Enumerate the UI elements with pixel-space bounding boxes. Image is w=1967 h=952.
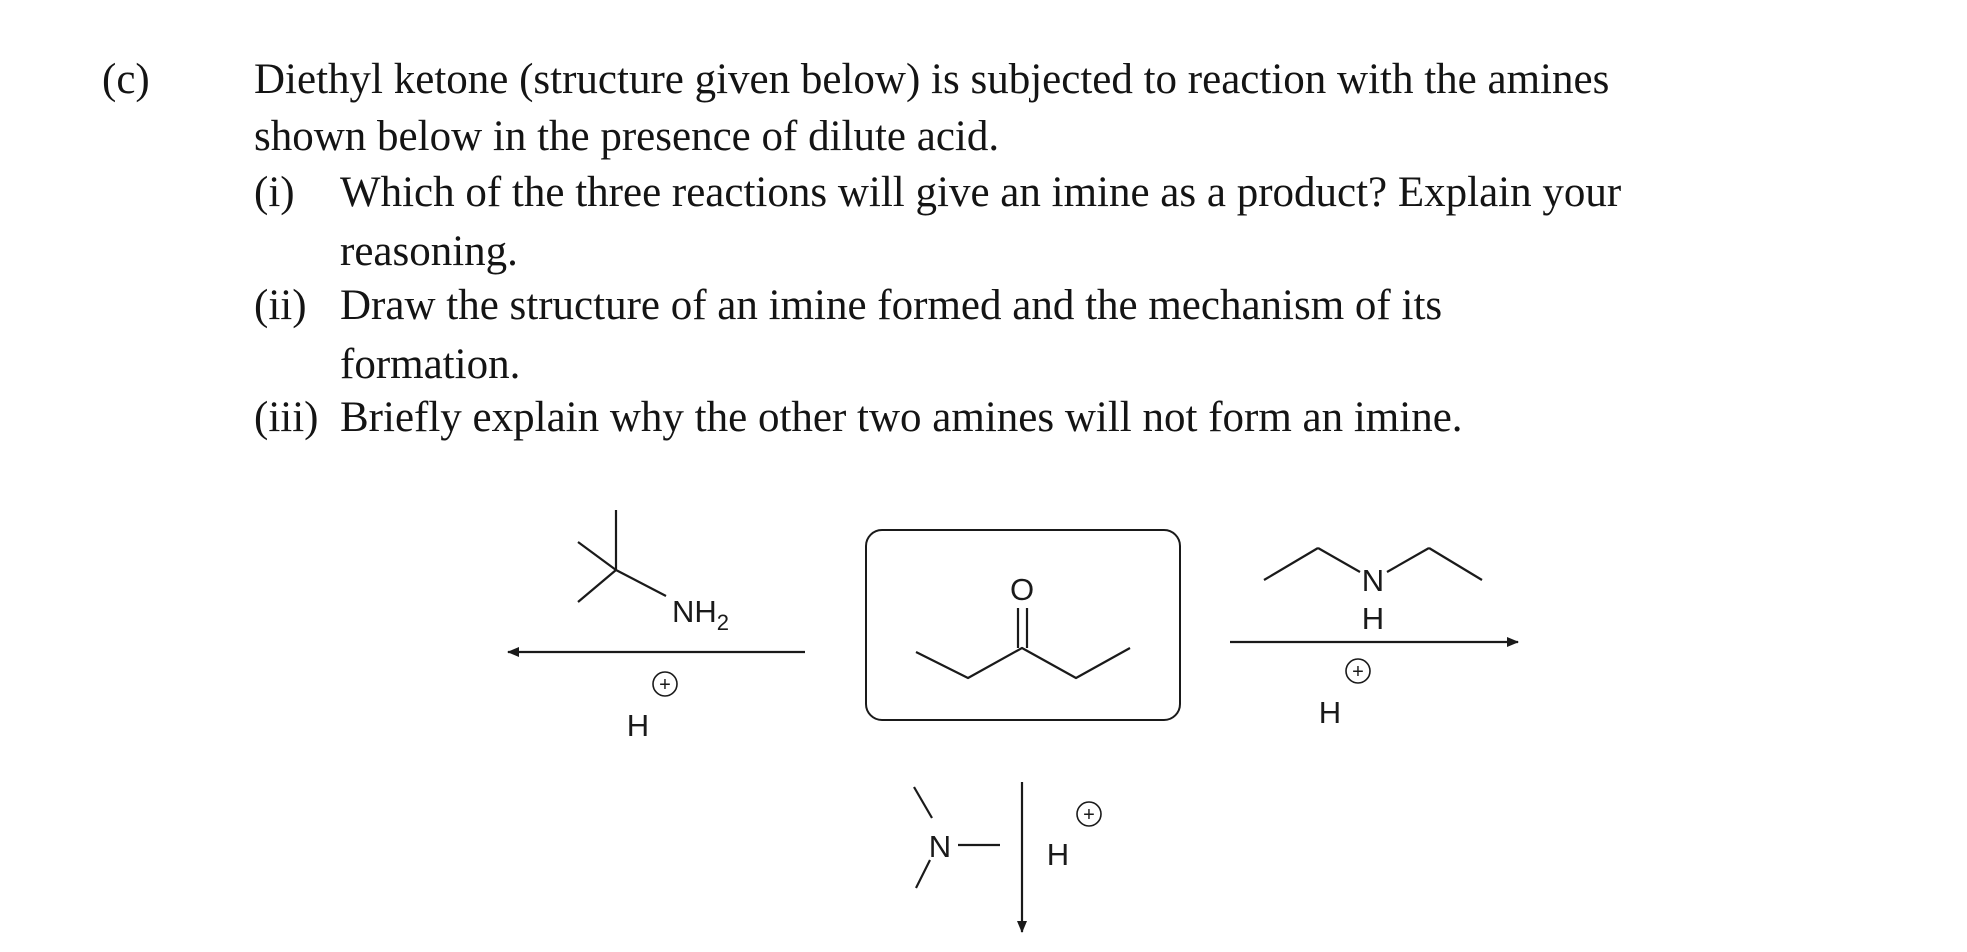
part-iii-line1: Briefly explain why the other two amines will not form an imine.	[340, 394, 1463, 441]
ethyl-right-ch3-bond	[1429, 548, 1482, 580]
ketone-oxygen-label: O	[1009, 572, 1035, 607]
right-acid-label: H	[1318, 695, 1342, 730]
left-amine-label: $NH_2$	[672, 594, 730, 635]
question-label: (c)	[102, 56, 150, 103]
bottom-reaction	[914, 782, 1101, 932]
nme3-methyl-lower	[916, 860, 930, 888]
part-iii-number: (iii)	[254, 394, 319, 441]
question-intro-line2: shown below in the presence of dilute acid.	[254, 113, 1000, 160]
part-ii-line2: formation.	[340, 341, 521, 388]
left-reaction	[508, 510, 805, 743]
right-reaction	[1230, 548, 1518, 730]
diethyl-ketone-structure	[866, 530, 1180, 720]
ethyl-left-ch3-bond	[1264, 548, 1318, 580]
right-charge-sign: +	[1352, 661, 1364, 683]
part-i-line1: Which of the three reactions will give an imine as a product? Explain your	[340, 169, 1622, 216]
question-intro-line1: Diethyl ketone (structure given below) is subjected to reaction with the amines	[254, 56, 1610, 103]
part-ii-number: (ii)	[254, 282, 307, 329]
right-amine-n-label: N	[1361, 563, 1385, 598]
ethyl-right-ch2-bond	[1387, 548, 1429, 572]
left-charge-sign: +	[659, 674, 671, 696]
tbu-methyl-left-up	[578, 542, 616, 570]
tbu-c-n-bond	[616, 570, 666, 596]
part-i-line2: reasoning.	[340, 228, 518, 275]
ethyl-chains	[916, 648, 1130, 678]
right-amine-h-label: H	[1361, 601, 1385, 636]
ketone-box	[866, 530, 1180, 720]
left-acid-label: H	[626, 708, 650, 743]
part-i-number: (i)	[254, 169, 295, 216]
ethyl-left-ch2-bond	[1318, 548, 1360, 572]
bottom-amine-n-label: N	[928, 829, 952, 864]
bottom-charge-sign: +	[1083, 804, 1095, 826]
bottom-acid-label: H	[1046, 837, 1070, 872]
nme3-methyl-upper	[914, 787, 932, 818]
part-ii-line1: Draw the structure of an imine formed and the mechanism of its	[340, 282, 1443, 329]
tbu-methyl-left-down	[578, 570, 616, 602]
